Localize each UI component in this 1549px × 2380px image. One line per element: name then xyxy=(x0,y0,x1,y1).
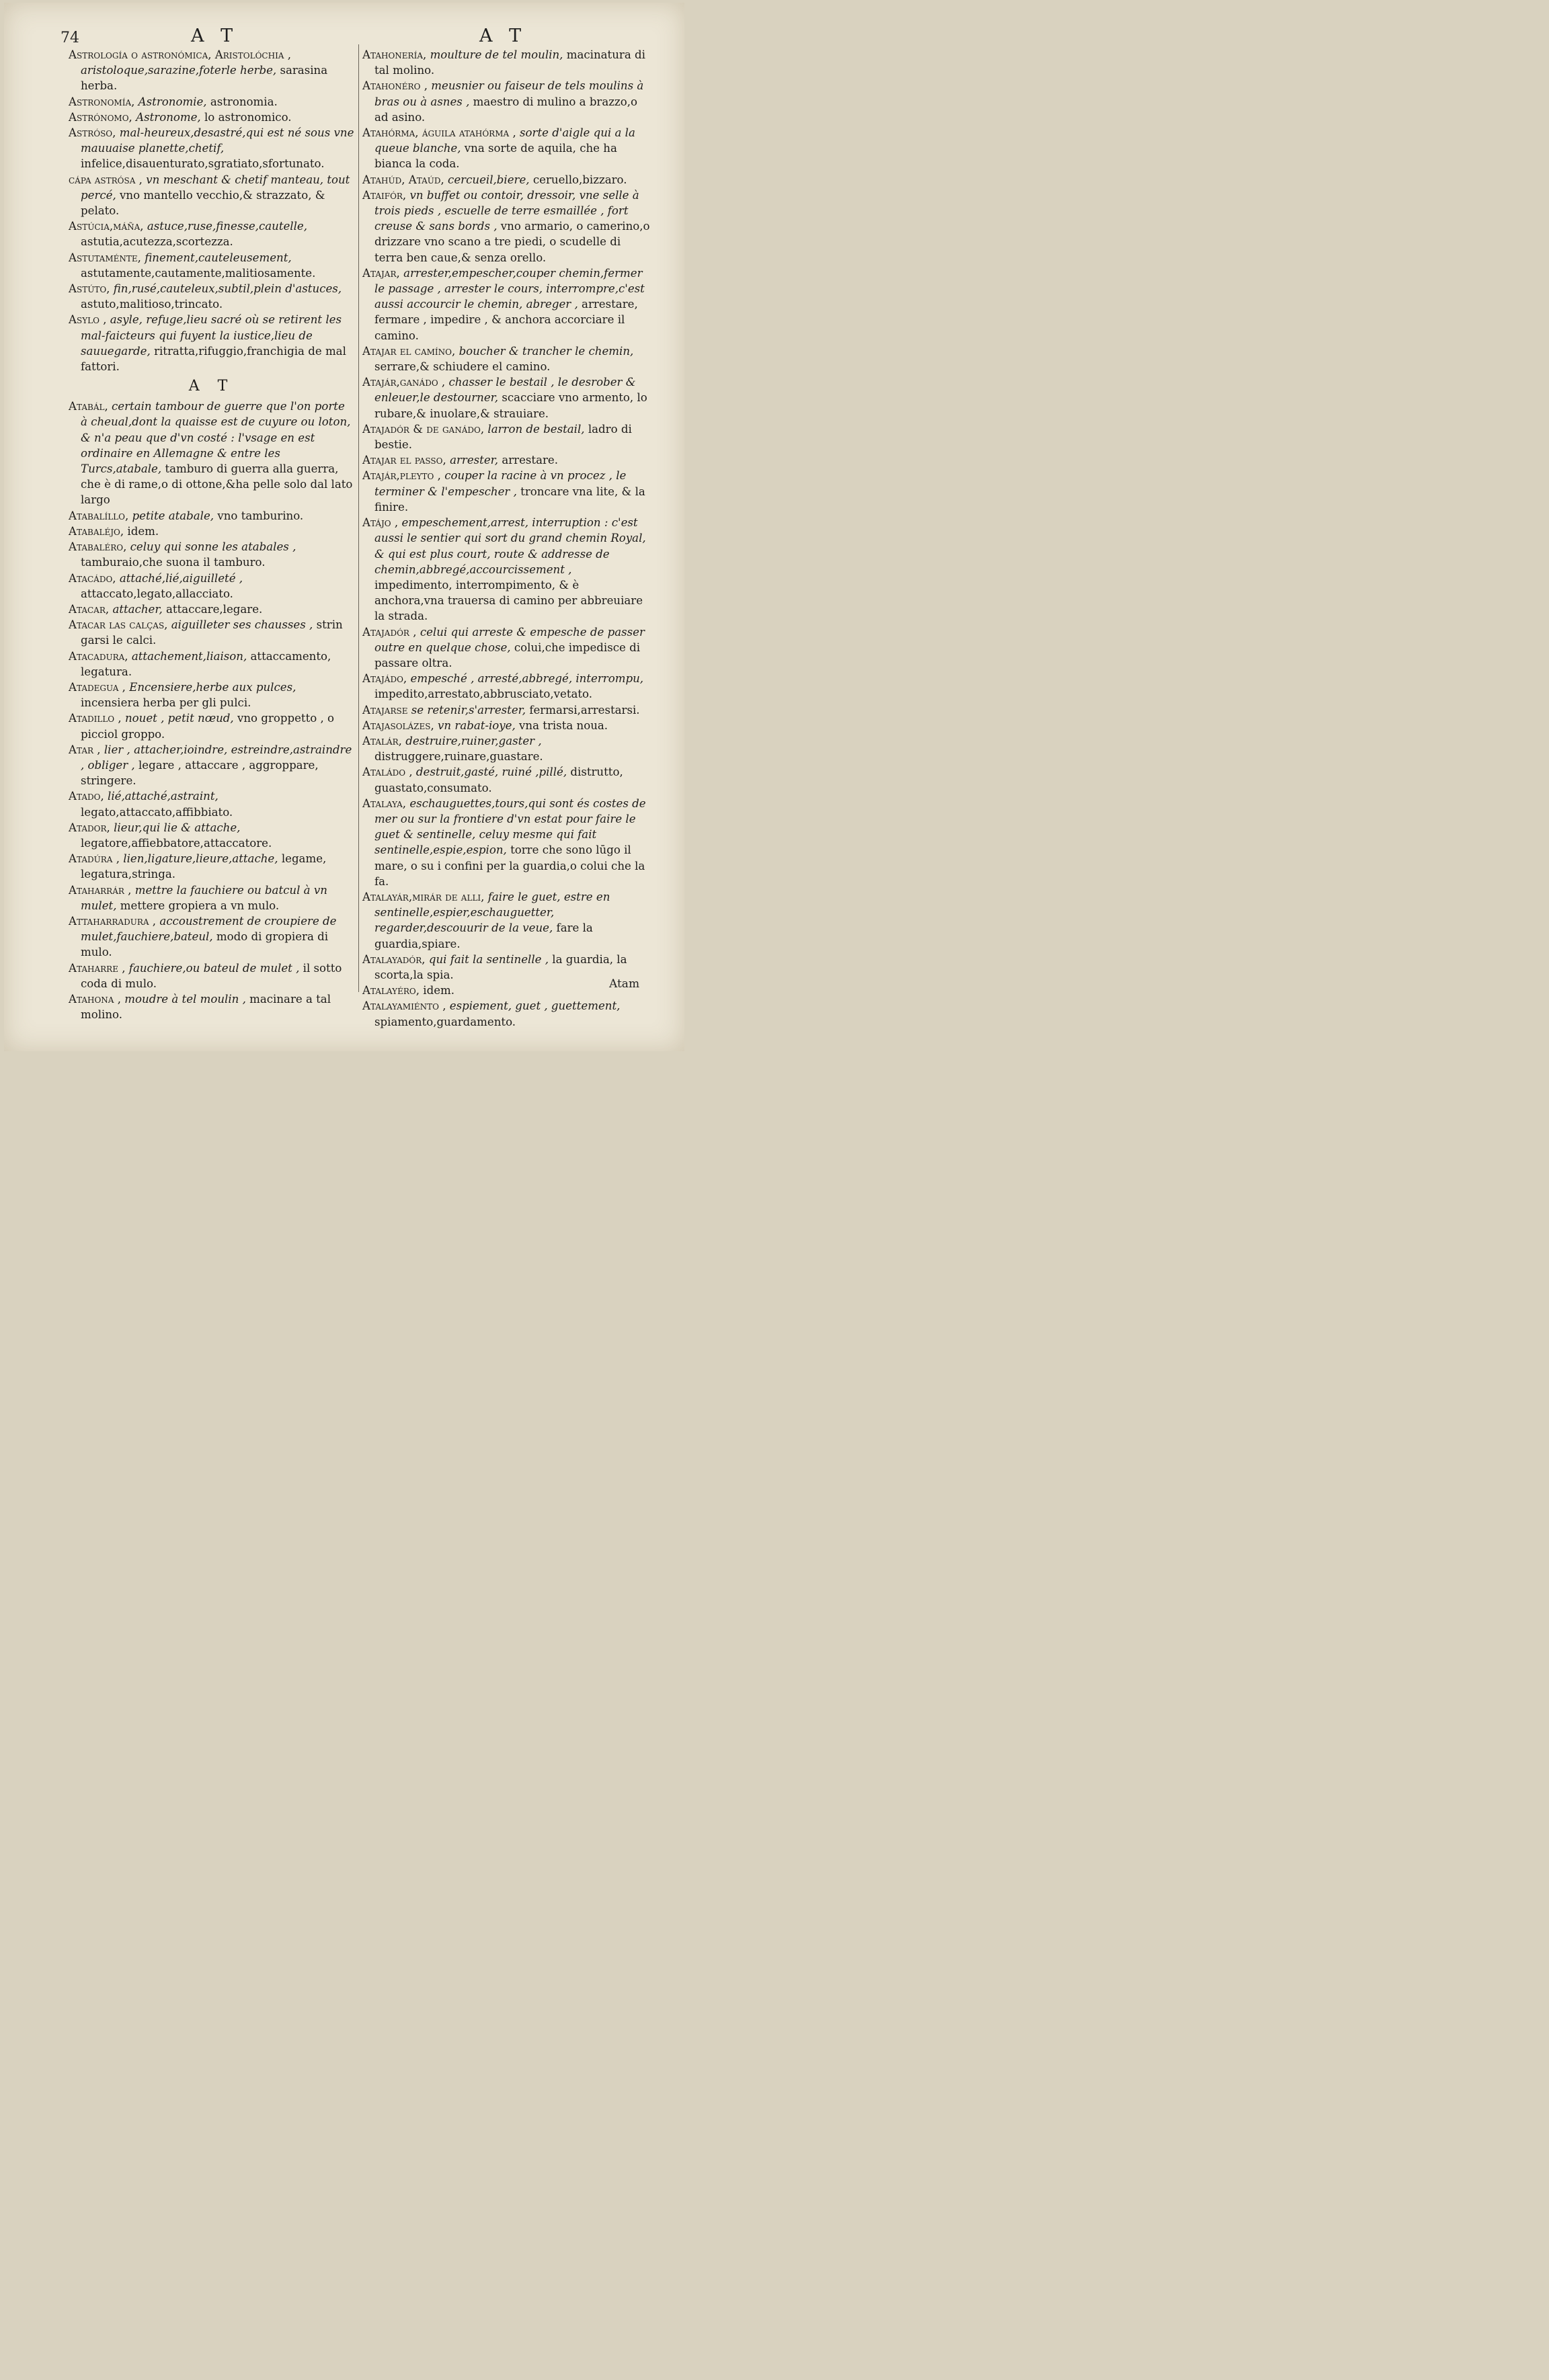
entry-headword: Astróso, xyxy=(69,126,116,140)
entry-headword: Atajár,pleyto , xyxy=(362,469,441,483)
entry-italian: lo astronomico. xyxy=(204,110,292,124)
dictionary-entry xyxy=(362,265,650,343)
entry-headword: Atahonería, xyxy=(362,48,427,61)
dictionary-entry xyxy=(362,172,650,188)
catchword: Atam xyxy=(609,977,640,991)
entry-french: chasser le bestail , le desrober & enleuer,le destourner, xyxy=(374,376,636,405)
entry-italian: modo di gropiera di mulo. xyxy=(81,930,329,959)
dictionary-entry xyxy=(362,343,650,374)
dictionary-entry xyxy=(362,952,650,983)
dictionary-entry xyxy=(362,515,650,624)
dictionary-entry xyxy=(362,374,650,421)
entry-italian: tamburaio,che suona il tamburo. xyxy=(81,556,266,569)
dictionary-entry xyxy=(69,110,354,125)
entry-french: accoustrement de croupiere de mulet,fauchiere,bateul, xyxy=(81,914,337,944)
entry-french: Encensiere,herbe aux pulces, xyxy=(129,680,296,694)
entry-italian: attaccare,legare. xyxy=(166,602,263,616)
entry-italian: astutamente,cautamente,malitiosamente. xyxy=(81,266,316,280)
entry-french: nouet , petit nœud, xyxy=(124,712,234,725)
entry-italian: vna trista noua. xyxy=(519,719,608,732)
entry-french: qui fait la sentinelle , xyxy=(428,952,549,966)
entry-french: moulture de tel moulin, xyxy=(430,48,563,61)
entry-french: finement,cauteleusement, xyxy=(145,251,292,264)
entry-italian: astronomia. xyxy=(210,95,278,108)
entry-headword: Atajár,ganádo , xyxy=(362,376,446,389)
entry-french: empeschement,arrest, interruption : c'est aussi le sentier qui sort du grand chemin Royal, & qui est plus court, route & addresse de chemin,abbregé,accourcissement , xyxy=(374,516,646,576)
entry-italian: macinatura di tal molino. xyxy=(374,48,645,77)
entry-headword: Atabál, xyxy=(69,400,108,413)
entry-headword: Atacádo, xyxy=(69,571,116,585)
entry-italian: spiamento,guardamento. xyxy=(374,1015,516,1028)
entry-headword: Atahórma, águila atahórma , xyxy=(362,126,516,140)
entry-headword: Atalayamiénto , xyxy=(362,999,446,1013)
entry-french: lieur,qui lie & attache, xyxy=(114,821,241,834)
dictionary-entry xyxy=(69,617,354,648)
entry-headword: cápa astrósa , xyxy=(69,173,143,186)
entry-headword: Atabaléro, xyxy=(69,540,127,554)
entry-french: mettre la fauchiere ou batcul à vn mulet, xyxy=(81,883,327,912)
entry-french: petite atabale, xyxy=(132,509,214,522)
entry-italian: distrutto, guastato,consumato. xyxy=(374,766,623,794)
entry-italian: macinare a tal molino. xyxy=(81,992,331,1022)
entry-headword: Ataládo , xyxy=(362,766,413,779)
dictionary-entry xyxy=(69,913,354,960)
dictionary-entry xyxy=(362,764,650,795)
entry-italian: idem. xyxy=(423,984,455,997)
entry-headword: Atacar, xyxy=(69,602,110,616)
dictionary-entry xyxy=(69,883,354,913)
entry-french: attachement,liaison, xyxy=(131,649,247,663)
dictionary-entry xyxy=(69,250,354,281)
entry-french: fauchiere,ou bateul de mulet , xyxy=(128,961,300,975)
dictionary-entry xyxy=(362,78,650,125)
entry-italian: arrestare, fermare , impedire , & anchora accorciare il camino. xyxy=(374,298,638,342)
entry-headword: Atadúra , xyxy=(69,852,120,866)
dictionary-entry xyxy=(69,710,354,741)
entry-italian: colui,che impedisce di passare oltra. xyxy=(374,641,641,669)
entry-headword: Atar , xyxy=(69,743,101,756)
dictionary-entry xyxy=(69,788,354,819)
dictionary-entry xyxy=(362,733,650,764)
left-entries xyxy=(69,47,354,374)
dictionary-entry xyxy=(69,281,354,312)
entry-italian: vno groppetto , o picciol groppo. xyxy=(81,712,335,741)
entry-headword: Atahúd, Ataúd, xyxy=(362,173,444,186)
entry-headword: Atacar las calças, xyxy=(69,618,168,632)
entry-italian: serrare,& schiudere el camino. xyxy=(374,360,551,374)
entry-headword: Atajar el camíno, xyxy=(362,344,456,358)
entry-french: lien,ligature,lieure,attache, xyxy=(123,852,278,866)
entry-french: lier , attacher,ioindre, estreindre,astraindre , obliger , xyxy=(81,743,352,772)
entry-french: fin,rusé,cauteleux,subtil,plein d'astuces, xyxy=(113,282,342,296)
section-heading: A T xyxy=(188,378,235,395)
entry-french: vn meschant & chetif manteau, tout percé, xyxy=(81,173,350,202)
entry-headword: Astrónomo, xyxy=(69,110,132,124)
entry-french: destruit,gasté, ruiné ,pillé, xyxy=(415,766,567,779)
dictionary-entry xyxy=(362,718,650,733)
dictionary-entry xyxy=(69,172,354,219)
dictionary-entry xyxy=(69,94,354,110)
dictionary-entry xyxy=(69,524,354,539)
entry-french: meusnier ou faiseur de tels moulins à bras ou à asnes , xyxy=(374,79,644,108)
entry-italian: il sotto coda di mulo. xyxy=(81,961,342,990)
entry-headword: Atajarse xyxy=(362,703,408,716)
entry-french: attaché,lié,aiguilleté , xyxy=(119,571,243,585)
dictionary-entry xyxy=(362,998,650,1029)
right-entries xyxy=(362,47,650,1030)
entry-headword: Atajadór , xyxy=(362,625,417,639)
entry-italian: vno mantello vecchio,& strazzato, & pelato. xyxy=(81,188,325,218)
entry-french: asyle, refuge,lieu sacré où se retirent les mal-faicteurs qui fuyent la iustice,lieu de sauuegarde, xyxy=(81,313,342,358)
entry-italian: ritratta,rifuggio,franchigia de mal fattori. xyxy=(81,344,346,374)
entry-headword: Atajadór & de ganádo, xyxy=(362,422,485,436)
dictionary-entry xyxy=(69,47,354,94)
entry-french: aiguilleter ses chausses , xyxy=(171,618,313,632)
entry-headword: Ataharrár , xyxy=(69,883,132,897)
entry-french: celuy qui sonne les atabales , xyxy=(130,540,296,554)
entry-italian: legato,attaccato,affibbiato. xyxy=(81,805,233,819)
entry-headword: Atalayadór, xyxy=(362,952,426,966)
dictionary-entry xyxy=(69,602,354,617)
dictionary-entry xyxy=(362,188,650,265)
entry-italian: tamburo di guerra alla guerra, che è di rame,o di ottone,&ha pelle solo dal lato largo xyxy=(81,462,353,507)
entry-italian: legare , attaccare , aggroppare, stringere. xyxy=(81,758,319,788)
entry-headword: Atajar, xyxy=(362,266,400,280)
dictionary-entry xyxy=(362,421,650,452)
entry-headword: Astúto, xyxy=(69,282,110,296)
entry-french: vn buffet ou contoir, dressoir, vne selle à trois pieds , escuelle de terre esmaillée , fort creuse & sans bords , xyxy=(374,188,639,233)
entry-headword: Astutaménte, xyxy=(69,251,141,264)
entry-italian: troncare vna lite, & la finire. xyxy=(374,485,645,514)
entry-headword: Atalayár,mirár de alli, xyxy=(362,890,485,903)
left-column xyxy=(69,47,354,1022)
entry-french: eschauguettes,tours,qui sont és costes de mer ou sur la frontiere d'vn estat pour faire le guet & sentinelle, celuy mesme qui fait sentinelle,espie,espion, xyxy=(374,796,646,857)
page-number: 74 xyxy=(61,30,79,46)
entry-headword: Attaharradura , xyxy=(69,914,157,928)
dictionary-entry xyxy=(362,702,650,718)
entry-italian: fermarsi,arrestarsi. xyxy=(529,703,640,716)
entry-headword: Atalaya, xyxy=(362,796,407,810)
entry-italian: arrestare. xyxy=(502,454,558,467)
entry-italian: infelice,disauenturato,sgratiato,sfortunato. xyxy=(81,157,325,171)
entry-french: couper la racine à vn procez , le terminer & l'empescher , xyxy=(374,469,627,498)
dictionary-entry xyxy=(69,218,354,249)
dictionary-entry xyxy=(69,539,354,570)
entry-french: Astronomie, xyxy=(138,95,207,108)
entry-italian: ladro di bestie. xyxy=(374,422,632,452)
entry-french: vn rabat-ioye, xyxy=(438,719,516,732)
running-header-left: A T xyxy=(191,26,239,46)
dictionary-entry xyxy=(362,452,650,468)
entry-italian: torre che sono lūgo il mare, o su i confini per la guardia,o colui che la fa. xyxy=(374,844,645,888)
entry-french: sorte d'aigle qui a la queue blanche, xyxy=(374,126,635,155)
entry-headword: Asylo , xyxy=(69,313,107,327)
entry-french: attacher, xyxy=(112,602,163,616)
dictionary-entry xyxy=(362,889,650,952)
entry-italian: strin garsi le calci. xyxy=(81,618,343,647)
entry-french: destruire,ruiner,gaster , xyxy=(405,734,542,747)
dictionary-entry xyxy=(362,671,650,702)
dictionary-entry xyxy=(69,680,354,710)
entry-italian: impedimento, interrompimento, & è anchora,vna trauersa di camino per abbreuiare la strada. xyxy=(374,578,643,623)
entry-italian: idem. xyxy=(127,524,159,538)
entry-italian: legatore,affiebbatore,attaccatore. xyxy=(81,836,272,850)
entry-italian: impedito,arrestato,abbrusciato,vetato. xyxy=(374,688,593,701)
dictionary-entry xyxy=(69,649,354,680)
entry-french: astuce,ruse,finesse,cautelle, xyxy=(147,220,308,233)
entry-headword: Atajar el passo, xyxy=(362,454,446,467)
entry-headword: Atadegua , xyxy=(69,680,126,694)
entry-french: arrester, xyxy=(450,454,499,467)
dictionary-page xyxy=(4,3,684,1051)
entry-french: faire le guet, estre en sentinelle,espier,eschauguetter, regarder,descouurir de la veue, xyxy=(374,890,610,935)
entry-italian: scacciare vno armento, lo rubare,& inuolare,& strauiare. xyxy=(374,391,647,420)
dictionary-entry xyxy=(362,983,650,998)
entry-italian: incensiera herba per gli pulci. xyxy=(81,696,251,710)
entry-headword: Atájo , xyxy=(362,516,399,530)
entry-headword: Astronomía, xyxy=(69,95,135,108)
dictionary-entry xyxy=(69,125,354,172)
entry-headword: Atalayéro, xyxy=(362,984,420,997)
entry-italian: attaccato,legato,allacciato. xyxy=(81,587,233,600)
entry-headword: Astrología o astronómica, Aristolóchia , xyxy=(69,48,292,61)
entry-french: mal-heureux,desastré,qui est né sous vne mauuaise planette,chetif, xyxy=(81,126,354,155)
entry-italian: ceruello,bizzaro. xyxy=(532,173,627,186)
entry-headword: Astúcia,máña, xyxy=(69,220,144,233)
entry-headword: Atalár, xyxy=(362,734,402,747)
entry-italian: astutia,acutezza,scortezza. xyxy=(81,235,233,249)
dictionary-entry xyxy=(69,571,354,602)
dictionary-entry xyxy=(362,125,650,172)
right-column xyxy=(362,47,650,1030)
entry-french: celui qui arreste & empesche de passer outre en quelque chose, xyxy=(374,625,645,654)
dictionary-entry xyxy=(69,820,354,851)
entry-headword: Atabalíllo, xyxy=(69,509,129,522)
entry-french: empesché , arresté,abbregé, interrompu, xyxy=(410,672,644,686)
entry-french: boucher & trancher le chemin, xyxy=(459,344,634,358)
entry-french: Astronome, xyxy=(136,110,201,124)
entry-italian: mettere gropiera a vn mulo. xyxy=(120,899,280,912)
entry-italian: legame, legatura,stringa. xyxy=(81,852,327,881)
entry-headword: Atahona , xyxy=(69,992,122,1006)
entry-french: se retenir,s'arrester, xyxy=(411,703,526,716)
entry-italian: astuto,malitioso,trincato. xyxy=(81,298,223,311)
dictionary-entry xyxy=(69,742,354,789)
dictionary-entry xyxy=(69,508,354,524)
left-entries-2 xyxy=(69,399,354,1022)
entry-french: larron de bestail, xyxy=(487,422,585,436)
entry-headword: Atahonéro , xyxy=(362,79,428,93)
entry-headword: Atacadura, xyxy=(69,649,128,663)
entry-italian: la guardia, la scorta,la spia. xyxy=(374,952,627,981)
entry-headword: Atajádo, xyxy=(362,672,407,686)
entry-headword: Atador, xyxy=(69,821,110,834)
entry-headword: Atado, xyxy=(69,790,104,803)
entry-french: moudre à tel moulin , xyxy=(124,992,246,1006)
dictionary-entry xyxy=(69,991,354,1022)
entry-headword: Ataifór, xyxy=(362,188,407,202)
entry-italian: vno armario, o camerino,o drizzare vno scano a tre piedi, o scudelle di terra ben caue,& senza orello. xyxy=(374,220,650,264)
dictionary-entry xyxy=(69,312,354,374)
dictionary-entry xyxy=(69,960,354,991)
entry-headword: Ataharre , xyxy=(69,961,126,975)
entry-italian: distruggere,ruinare,guastare. xyxy=(374,750,543,764)
entry-french: espiement, guet , guettement, xyxy=(449,999,621,1013)
entry-french: cercueil,biere, xyxy=(448,173,530,186)
entry-headword: Atajasolázes, xyxy=(362,719,434,732)
entry-italian: maestro di mulino a brazzo,o ad asino. xyxy=(374,95,638,124)
dictionary-entry xyxy=(362,468,650,515)
entry-italian: vna sorte de aquila, che ha bianca la coda. xyxy=(374,142,617,171)
dictionary-entry xyxy=(362,624,650,671)
entry-italian: sarasina herba. xyxy=(81,64,328,93)
entry-headword: Atabaléjo, xyxy=(69,524,124,538)
dictionary-entry xyxy=(69,851,354,882)
entry-french: certain tambour de guerre que l'on porte à cheual,dont la quaisse est de cuyure ou loton, & n'a peau que d'vn costé : l'vsage en est ordinaire en Allemagne & entre les Turcs,atabale, xyxy=(81,400,351,476)
entry-italian: vno tamburino. xyxy=(217,509,304,522)
entry-italian: fare la guardia,spiare. xyxy=(374,921,593,950)
dictionary-entry xyxy=(362,47,650,78)
dictionary-entry xyxy=(362,796,650,889)
running-header-right: A T xyxy=(479,26,527,46)
entry-french: lié,attaché,astraint, xyxy=(108,790,219,803)
entry-french: arrester,empescher,couper chemin,fermer le passage , arrester le cours, interrompre,c'est aussi accourcir le chemin, abreger , xyxy=(374,266,645,311)
entry-headword: Atadillo , xyxy=(69,712,122,725)
entry-french: aristoloque,sarazine,foterle herbe, xyxy=(81,64,277,77)
dictionary-entry xyxy=(69,399,354,507)
entry-italian: attaccamento, legatura. xyxy=(81,649,331,678)
column-divider xyxy=(358,44,359,992)
